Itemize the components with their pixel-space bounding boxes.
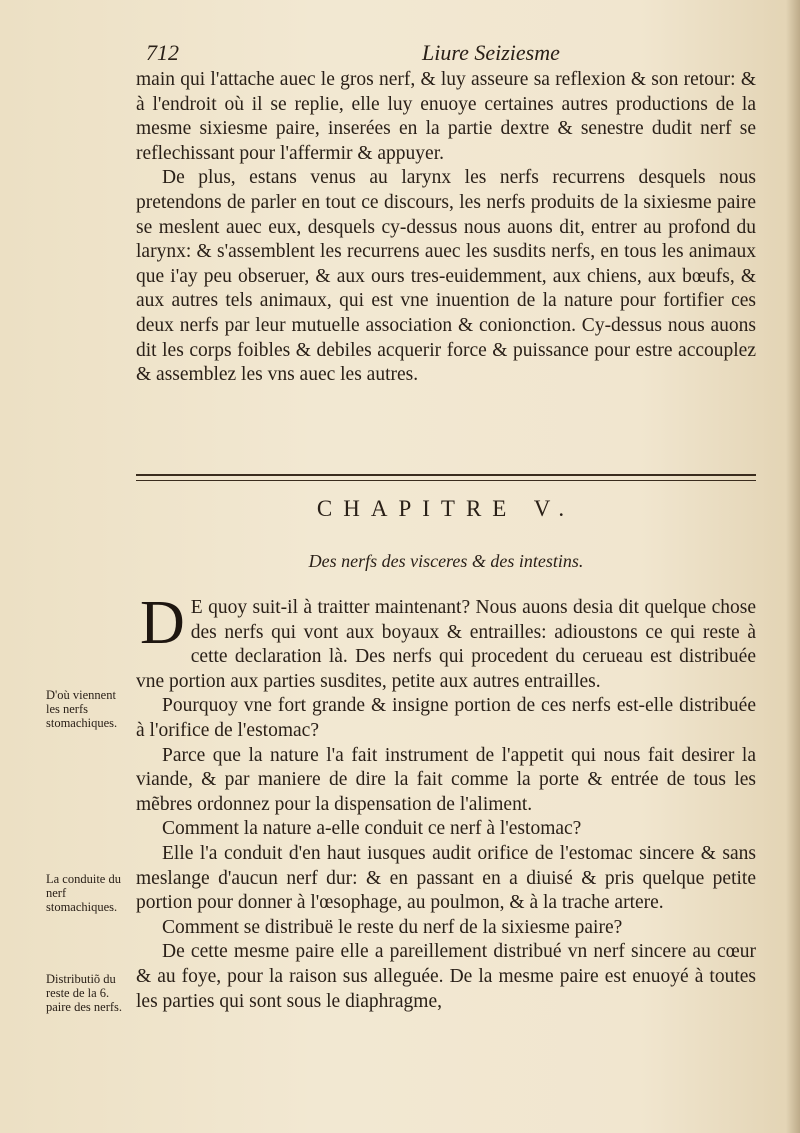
chapter-subtitle: Des nerfs des visceres & des intestins.	[308, 551, 584, 571]
margin-note: D'où viennent les nerfs stomachiques.	[46, 688, 118, 730]
paragraph: Parce que la nature l'a fait instrument de l'appetit qui nous fait desirer la viande, & par maniere de dire la fait comme la porte & entrée de tous les mẽbres ordonnez pour la dispensation de l'aliment.	[136, 744, 756, 815]
page-header	[146, 40, 746, 70]
paragraph: Elle l'a conduit d'en haut iusques audit orifice de l'estomac sincere & sans meslange d'aucun nerf dur: & en passant en a diuisé & pris quelque petite portion pour donner à l'œsophage, au poulmon, & à la trache artere.	[136, 842, 756, 914]
paragraph: Comment se distribuë le reste du nerf de la sixiesme paire?	[162, 916, 623, 938]
section-divider	[136, 474, 756, 481]
paragraph: Pourquoy vne fort grande & insigne portion de ces nerfs est-elle distribuée à l'orifice de l'estomac?	[136, 695, 756, 741]
paragraph: main qui l'attache auec le gros nerf, & luy asseure sa reflexion & son retour: & à l'endroit où il se replie, elle luy enuoye certaines autres productions de la mesme sixiesme paire, inserées en la partie dextre & senestre dudit nerf se reflechissant pour l'affermir & appuyer.	[136, 69, 756, 164]
drop-cap: D	[140, 589, 185, 657]
page-number: 712	[146, 40, 179, 65]
margin-note: Distributiõ du reste de la 6. paire des nerfs.	[46, 972, 123, 1014]
margin-note: La conduite du nerf stomachiques.	[46, 872, 121, 914]
paragraph: Comment la nature a-elle conduit ce nerf à l'estomac?	[162, 818, 582, 840]
chapter-title: CHAPITRE V.	[316, 496, 576, 521]
paragraph: E quoy suit-il à traitter maintenant? Nous auons desia dit quelque chose des nerfs qui vont aux boyaux & entrailles: adioustons ce qui reste à cette declaration là. Des nerfs qui procedent du cerueau est distribuée vne portion aux parties susdites, petite aux autres entrailles.	[136, 597, 756, 692]
text-section-1	[136, 68, 756, 388]
paragraph: De plus, estans venus au larynx les nerfs recurrens desquels nous pretendons de parler en tout ce discours, les nerfs produits de la sixiesme paire se meslent auec eux, desquels cy-dessus nous auons dit, entrer au profond du larynx: & s'assemblent les recurrens auec les susdits nerfs, en tous les animaux que i'ay peu obseruer, & aux ours tres-euidemment, aux chiens, aux bœufs, & aux autres tels animaux, qui est vne inuention de la nature pour fortifier ces deux nerfs par leur mutuelle association & conionction. Cy-dessus nous auons dit les corps foibles & debiles acquerir force & puissance pour estre accouplez & assemblez les vns auec les autres.	[136, 167, 756, 386]
running-title: Liure Seiziesme	[422, 40, 560, 65]
text-section-2	[136, 589, 756, 1014]
paragraph: De cette mesme paire elle a pareillement distribué vn nerf sincere au cœur & au foye, pour la raison sus alleguée. De la mesme paire est enuoyé à toutes les parties qui sont sous le diaphragme,	[136, 941, 756, 1012]
page-edge-shadow	[786, 0, 800, 1133]
